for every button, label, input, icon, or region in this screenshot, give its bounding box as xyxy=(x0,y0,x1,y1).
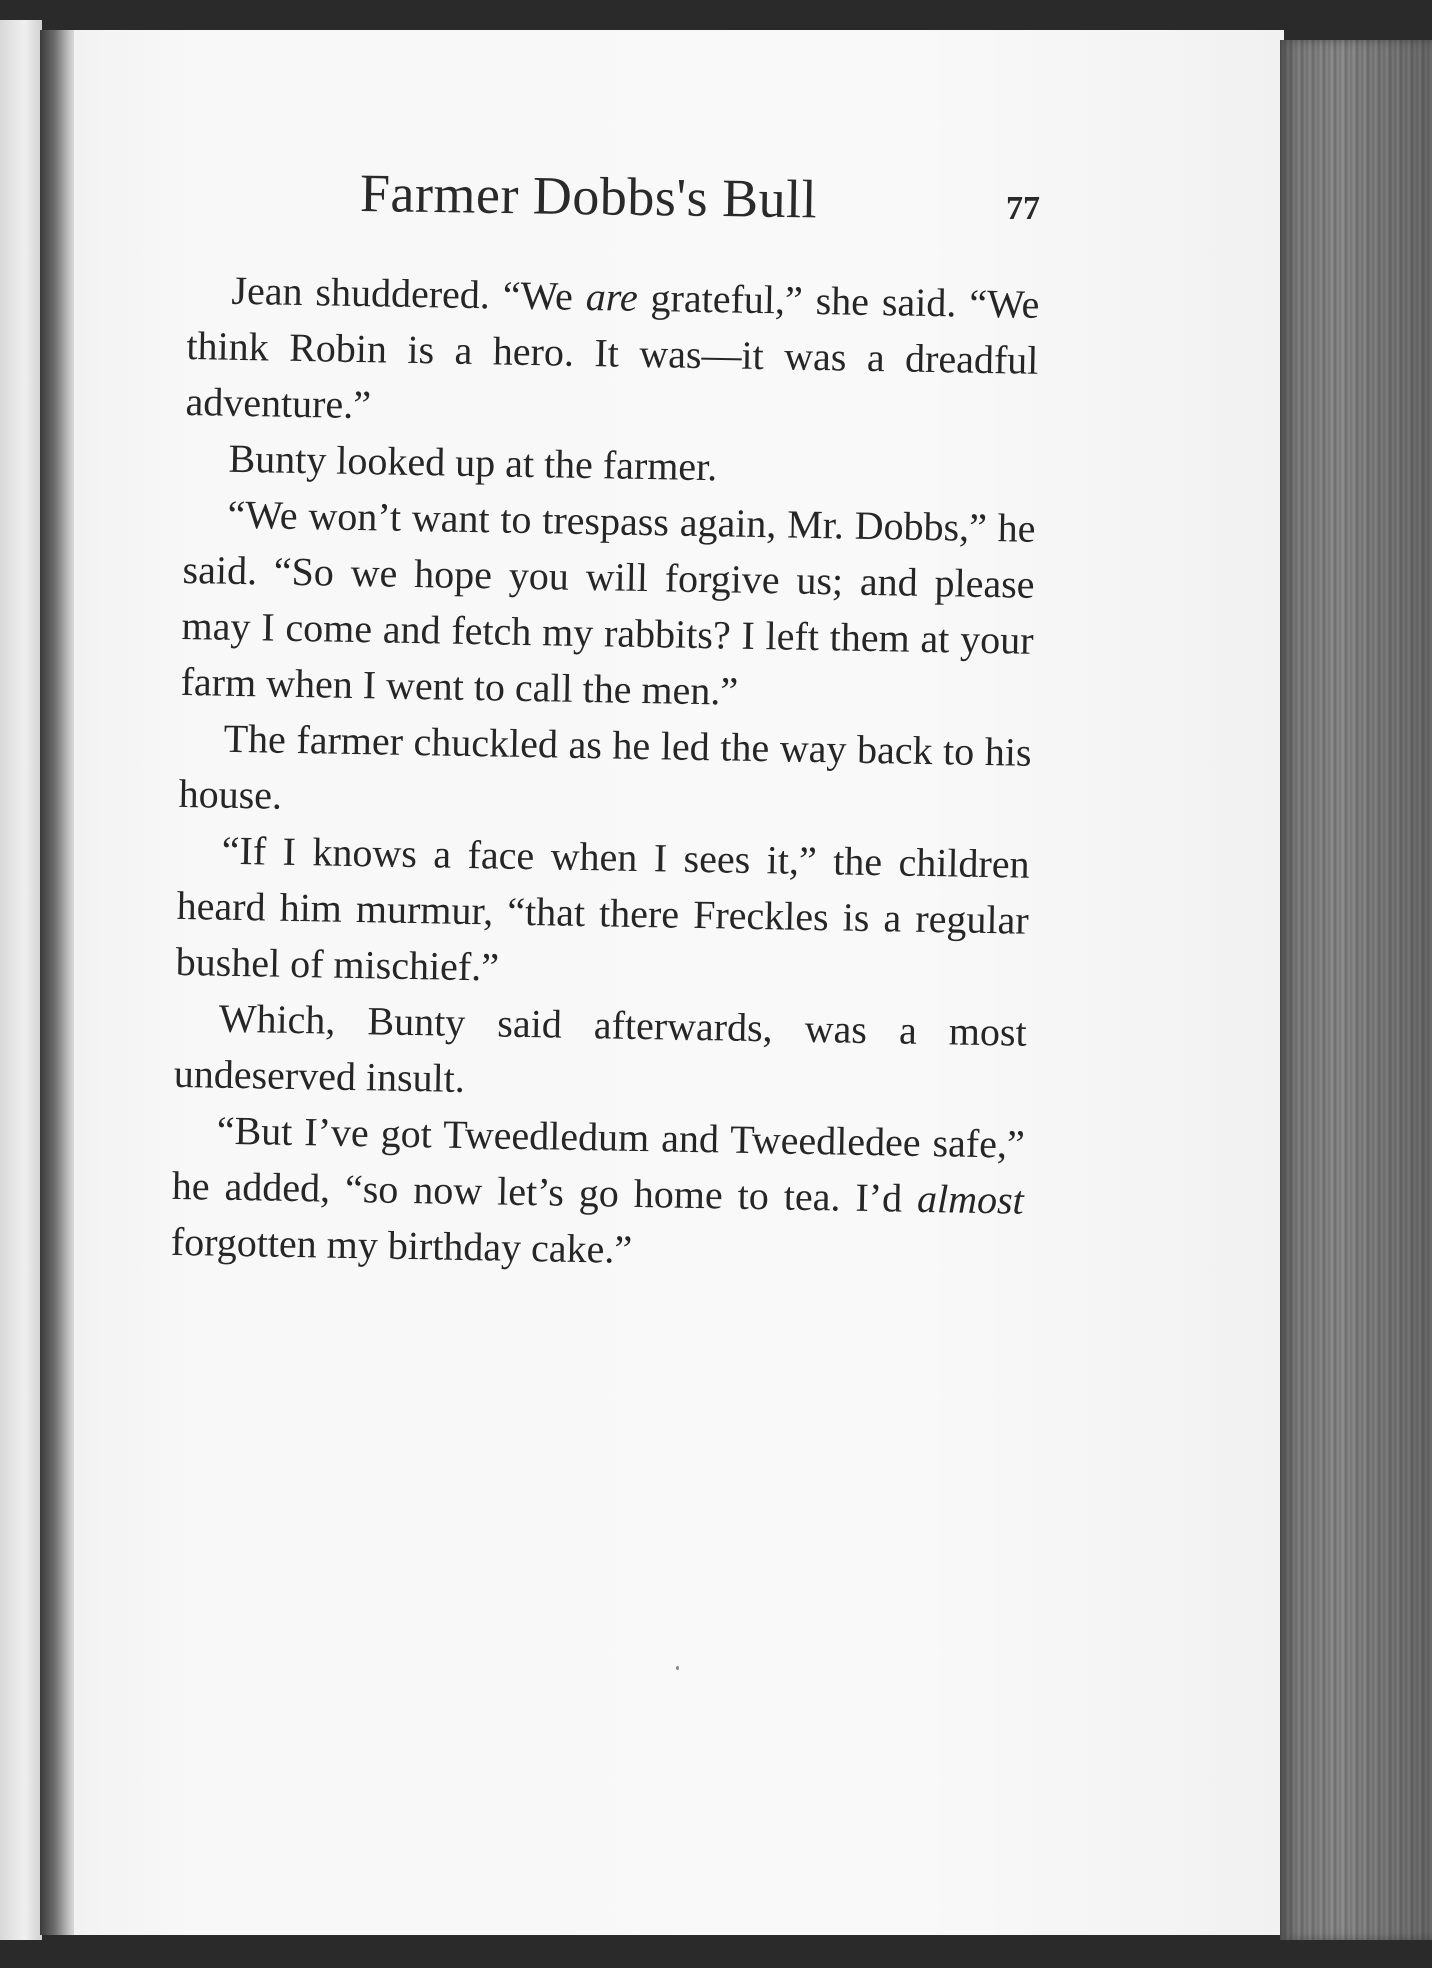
emphasis-almost: almost xyxy=(916,1175,1025,1223)
emphasis-are: are xyxy=(585,273,639,320)
paragraph-3: “We won’t want to trespass again, Mr. Dobbs,” he said. “So we hope you will forgive us; and please may I come and fetch my rabbits? I left them at your farm when I went to call the men.” xyxy=(180,491,1036,714)
running-head: Farmer Dobbs's Bull xyxy=(359,163,818,230)
paragraph-6: Which, Bunty said afterwards, was a most undeserved insult. xyxy=(173,995,1028,1101)
facing-page-edge xyxy=(0,20,42,1940)
paragraph-2: Bunty looked up at the farmer. xyxy=(228,435,718,490)
body-text xyxy=(170,262,1039,1285)
page-edges-block xyxy=(1280,40,1432,1940)
paragraph-5: “If I knows a face when I sees it,” the children heard him murmur, “that there Freckles is a regular bushel of mischief.” xyxy=(175,827,1031,990)
paragraph-7: “But I’ve got Tweedledum and Tweedledee safe,” he added, “so now let’s go home to tea. I’d almost forgotten my birthday cake.” xyxy=(170,1107,1026,1272)
paragraph-1: Jean shuddered. “We are grateful,” she said. “We think Robin is a hero. It was—it was a dreadful adventure.” xyxy=(185,267,1040,428)
paragraph-4: The farmer chuckled as he led the way back to his house. xyxy=(178,715,1032,818)
page-number: 77 xyxy=(1006,190,1040,227)
paper-speck xyxy=(676,1666,679,1670)
